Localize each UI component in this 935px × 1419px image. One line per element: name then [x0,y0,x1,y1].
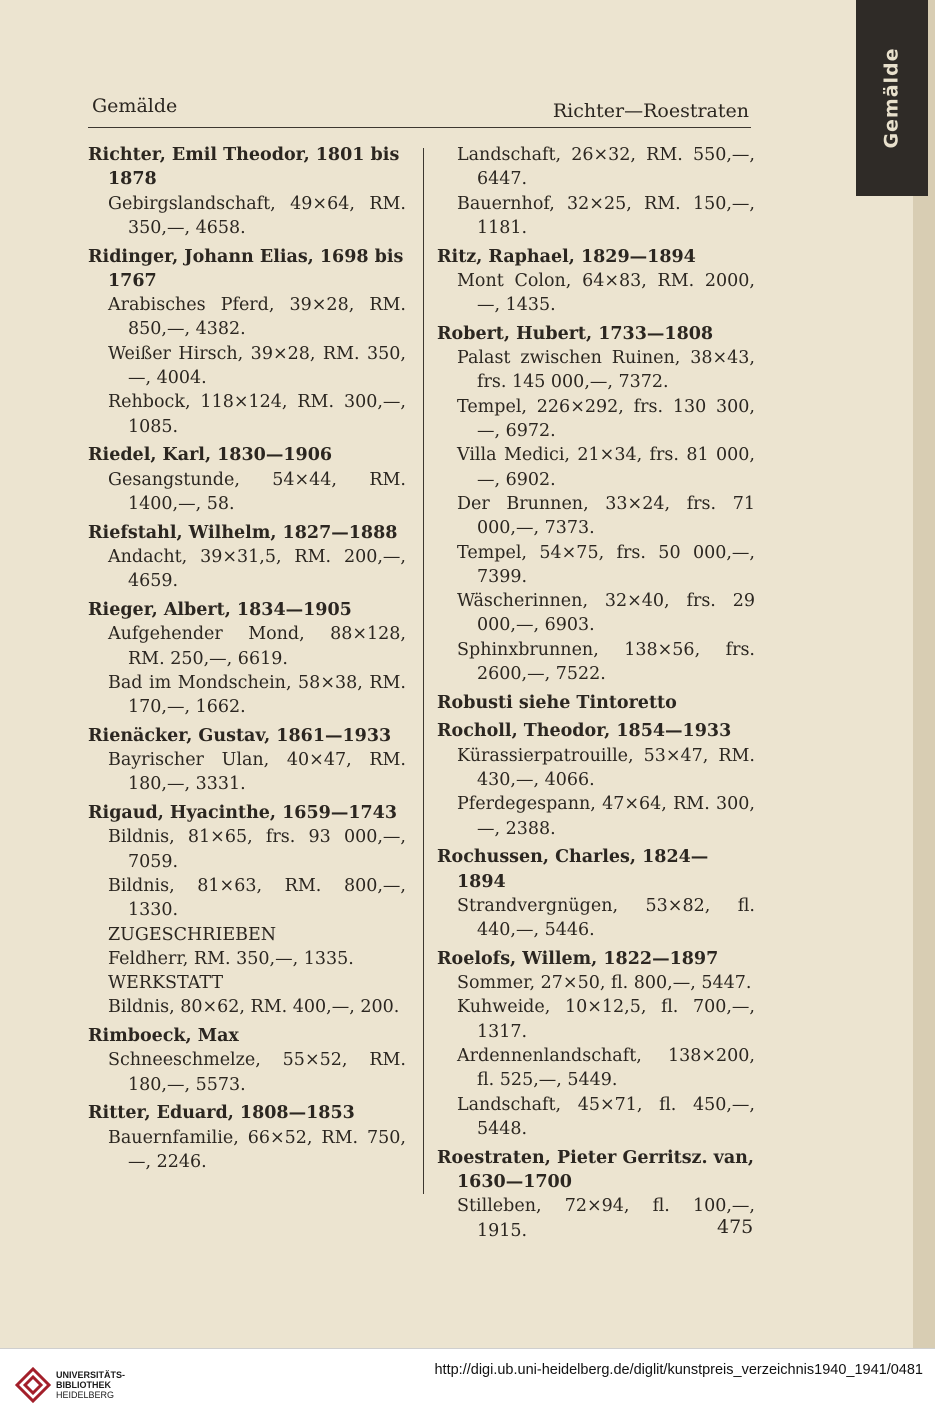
artwork-record: Sphinxbrunnen, 138×56, frs. 2600,—, 7522. [457,639,755,685]
artwork-record: Feldherr, RM. 350,—, 1335. [108,948,354,969]
works-list [88,1126,406,1175]
works-list [437,744,755,841]
works-list [88,545,406,594]
catalog-entry [437,947,755,1141]
artwork-record: Schneeschmelze, 55×52, RM. 180,—, 5573. [108,1050,406,1095]
artwork-record: Bildnis, 81×63, RM. 800,—, 1330. [108,875,406,921]
works-list [437,894,755,943]
library-name [56,1370,125,1400]
artwork-record: Sommer, 27×50, fl. 800,—, 5447. [457,973,752,994]
artwork-record: Stilleben, 72×94, fl. 100,—, 1915. [457,1196,755,1241]
artwork-record: Landschaft, 26×32, RM. 550,—, 6447. [457,145,755,190]
catalog-entry [437,245,755,318]
catalog-entry [88,1101,406,1174]
artwork-record: Bayrischer Ulan, 40×47, RM. 180,—, 3331. [108,750,406,795]
works-list [88,825,406,1019]
artist-name: Rigaud, Hyacinthe, 1659—1743 [88,803,398,824]
artwork-record: Kürassierpatrouille, 53×47, RM. 430,—, 4066. [457,745,755,790]
running-head-left: Gemälde [92,95,178,117]
artist-name: Ridinger, Johann Elias, 1698 bis 1767 [88,246,404,291]
artwork-record: Tempel, 226×292, frs. 130 300,—, 6972. [457,396,755,442]
artwork-record: Bauernhof, 32×25, RM. 150,—, 1181. [457,193,755,238]
artwork-record: Wäscherinnen, 32×40, frs. 29 000,—, 6903. [457,591,755,636]
artwork-record: Gebirgslandschaft, 49×64, RM. 350,—, 4658. [108,193,406,238]
works-list [437,143,755,240]
catalog-entry [437,1146,755,1243]
artist-name: Roelofs, Willem, 1822—1897 [437,948,719,969]
viewer-footer [0,1348,935,1419]
library-name-line2: BIBLIOTHEK [56,1380,111,1390]
artist-name: Riedel, Karl, 1830—1906 [88,445,333,466]
artist-name: Robert, Hubert, 1733—1808 [437,323,714,344]
artwork-record: Andacht, 39×31,5, RM. 200,—, 4659. [108,546,406,592]
works-list [88,1048,406,1097]
artwork-record: Strandvergnügen, 53×82, fl. 440,—, 5446. [457,895,755,941]
artist-name: Rimboeck, Max [88,1026,239,1047]
artwork-record: Kuhweide, 10×12,5, fl. 700,—, 1317. [457,997,755,1042]
works-list [88,468,406,517]
artwork-record: Aufgehender Mond, 88×128, RM. 250,—, 6619. [108,624,406,669]
catalog-entry [437,845,755,942]
catalog-entry [88,143,406,240]
artwork-record: Pferdegespann, 47×64, RM. 300,—, 2388. [457,794,755,839]
works-list [437,1194,755,1243]
catalog-entry [437,143,755,240]
artist-name: Ritz, Raphael, 1829—1894 [437,246,696,267]
catalog-entry [88,801,406,1020]
artist-name: Rocholl, Theodor, 1854—1933 [437,721,732,742]
artwork-record: Der Brunnen, 33×24, frs. 71 000,—, 7373. [457,493,755,539]
library-name-line1: UNIVERSITÄTS- [56,1370,126,1380]
artwork-record: Bauernfamilie, 66×52, RM. 750,—, 2246. [108,1127,406,1172]
works-list [88,622,406,719]
source-url[interactable]: http://digi.ub.uni-heidelberg.de/diglit/kunstpreis_verzeichnis1940_1941/0481 [434,1362,923,1378]
library-logo-icon [14,1363,52,1407]
artist-name: Rieger, Albert, 1834—1905 [88,599,352,620]
column-divider [423,148,424,1194]
right-column [437,143,755,1247]
artist-name: Rienäcker, Gustav, 1861—1933 [88,725,392,746]
artwork-record: Bildnis, 80×62, RM. 400,—, 200. [108,997,400,1018]
artwork-record: Gesangstunde, 54×44, RM. 1400,—, 58. [108,469,406,514]
artwork-record: Arabisches Pferd, 39×28, RM. 850,—, 4382. [108,295,406,340]
artwork-record: Weißer Hirsch, 39×28, RM. 350,—, 4004. [108,343,406,389]
works-list [437,971,755,1141]
artwork-record: Palast zwischen Ruinen, 38×43, frs. 145 000,—, 7372. [457,348,755,393]
catalog-entry [437,322,755,686]
left-column [88,143,406,1179]
thumb-index-label: Gemälde [881,47,904,149]
catalog-entry [88,1024,406,1097]
page-gutter [913,0,935,1348]
artwork-record: Bildnis, 81×65, frs. 93 000,—, 7059. [108,827,406,872]
page-number: 475 [717,1216,754,1238]
artist-name: Robusti siehe Tintoretto [437,692,677,713]
artwork-record: WERKSTATT [108,973,224,994]
running-head-right: Richter—Roestraten [552,100,749,122]
library-name-line3: HEIDELBERG [56,1390,115,1400]
thumb-index-label-wrap [856,0,928,196]
catalog-entry [88,245,406,439]
artist-name: Rochussen, Charles, 1824—1894 [437,847,709,892]
artist-name: Richter, Emil Theodor, 1801 bis 1878 [88,145,400,190]
header-rule [88,127,751,128]
artwork-record: Bad im Mondschein, 58×38, RM. 170,—, 1662. [108,672,406,718]
artwork-record: Villa Medici, 21×34, frs. 81 000,—, 6902. [457,445,755,490]
artwork-record: Landschaft, 45×71, fl. 450,—, 5448. [457,1094,755,1139]
artist-name: Ritter, Eduard, 1808—1853 [88,1103,355,1124]
catalog-entry [88,598,406,719]
works-list [437,346,755,686]
works-list [88,748,406,797]
artwork-record: Rehbock, 118×124, RM. 300,—, 1085. [108,392,406,437]
works-list [437,269,755,318]
catalog-entry [88,724,406,797]
artist-name: Roestraten, Pieter Gerritsz. van, 1630—1700 [437,1147,754,1192]
catalog-entry [437,691,755,715]
catalog-entry [88,443,406,516]
artist-name: Riefstahl, Wilhelm, 1827—1888 [88,522,398,543]
catalog-entry [437,719,755,840]
works-list [88,192,406,241]
catalog-entry [88,521,406,594]
works-list [88,293,406,439]
artwork-record: ZUGESCHRIEBEN [108,924,277,945]
artwork-record: Mont Colon, 64×83, RM. 2000,—, 1435. [457,270,755,316]
artwork-record: Tempel, 54×75, frs. 50 000,—, 7399. [457,542,755,587]
artwork-record: Ardennenlandschaft, 138×200, fl. 525,—, 5449. [457,1046,755,1091]
